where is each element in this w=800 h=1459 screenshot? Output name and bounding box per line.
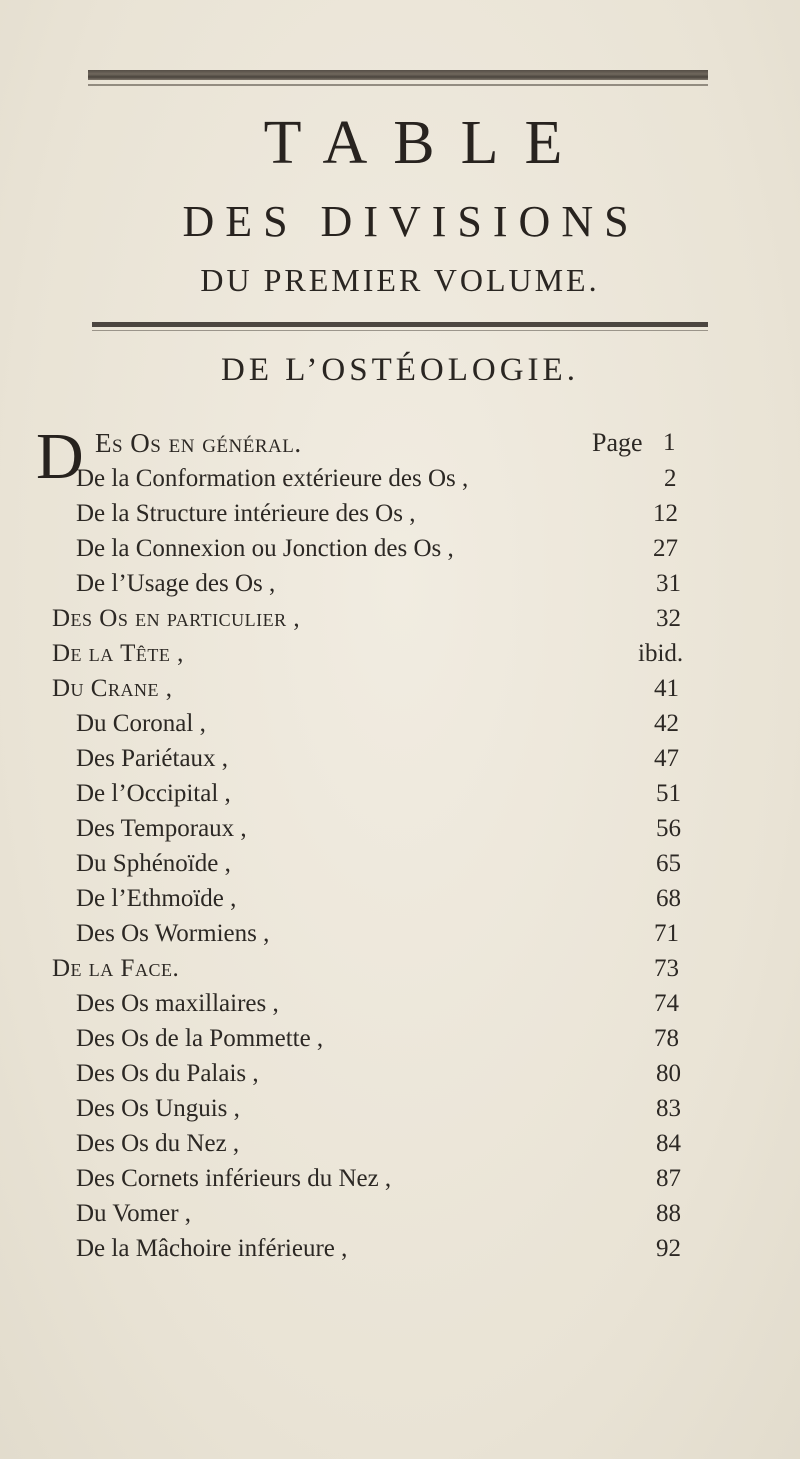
toc-entry-label: Des Cornets inférieurs du Nez , [76,1165,392,1192]
toc-entry-page: 56 [656,815,681,842]
toc-entry-page: 27 [653,535,678,562]
toc-entry-label: Des Os maxillaires , [76,990,279,1017]
toc-entry-page: 88 [656,1200,681,1227]
toc-entry-label: Du Crane , [52,675,173,702]
toc-entry-label: Des Os de la Pommette , [76,1025,324,1052]
toc-entry-page: 2 [664,465,677,492]
toc-entry-page: 78 [654,1025,679,1052]
toc-entry-label: Es Os en général. [95,428,302,458]
page-subtitle: DES DIVISIONS [182,197,640,246]
top-thin-rule [88,84,708,86]
toc-entry-page: 1 [663,429,676,456]
toc-entry-page: 83 [656,1095,681,1122]
toc-entry-page: 32 [656,605,681,632]
toc-entry-label: De la Structure intérieure des Os , [76,500,416,527]
toc-entry-label: Des Os du Nez , [76,1130,240,1157]
toc-entry-page: 42 [654,710,679,737]
toc-entry-page: 84 [656,1130,681,1157]
toc-entry-label: De la Tête , [52,640,184,667]
middle-rule [92,322,708,327]
toc-entry-page: ibid. [638,640,684,667]
toc-entry-label: De l’Occipital , [76,780,231,807]
toc-entry-page: 87 [656,1165,681,1192]
toc-entry-page: 31 [656,570,681,597]
toc-entry-label: De la Connexion ou Jonction des Os , [76,535,454,562]
drop-capital: D [36,420,84,493]
toc-entry-label: De la Mâchoire inférieure , [76,1235,348,1262]
toc-entry-label: Des Os en particulier , [52,605,301,632]
toc-entry-page: 51 [656,780,681,807]
toc-entry-label: De la Face. [52,955,180,982]
toc-entry-page: 47 [654,745,679,772]
toc-entry-label: Du Vomer , [76,1200,192,1227]
toc-entry-label: Des Os Wormiens , [76,920,270,947]
toc-entry-label: Des Os Unguis , [76,1095,240,1122]
toc-entry-page: 80 [656,1060,681,1087]
top-ornamental-rule [88,70,708,80]
section-heading: DE L’OSTÉOLOGIE. [221,352,579,388]
toc-entry-label: De la Conformation extérieure des Os , [76,465,469,492]
toc-entry-page: 68 [656,885,681,912]
toc-entry-page: 92 [656,1235,681,1262]
toc-entry-label: Des Os du Palais , [76,1060,259,1087]
page-column-label: Page [592,428,643,457]
toc-entry-page: 73 [654,955,679,982]
toc-entry-page: 12 [653,500,678,527]
page-title: TABLE [263,109,589,177]
toc-entry-label: Des Pariétaux , [76,745,229,772]
toc-entry-page: 65 [656,850,681,877]
toc-entry-label: Du Coronal , [76,710,206,737]
toc-entry-label: De l’Usage des Os , [76,570,276,597]
middle-thin-rule [92,330,708,331]
toc-entry-page: 41 [654,675,679,702]
toc-entry-label: Du Sphénoïde , [76,850,231,877]
toc-entry-page: 74 [654,990,679,1017]
toc-entry-page: 71 [654,920,679,947]
toc-entry-label: De l’Ethmoïde , [76,885,237,912]
volume-line: DU PREMIER VOLUME. [200,262,600,298]
toc-entry-label: Des Temporaux , [76,815,247,842]
